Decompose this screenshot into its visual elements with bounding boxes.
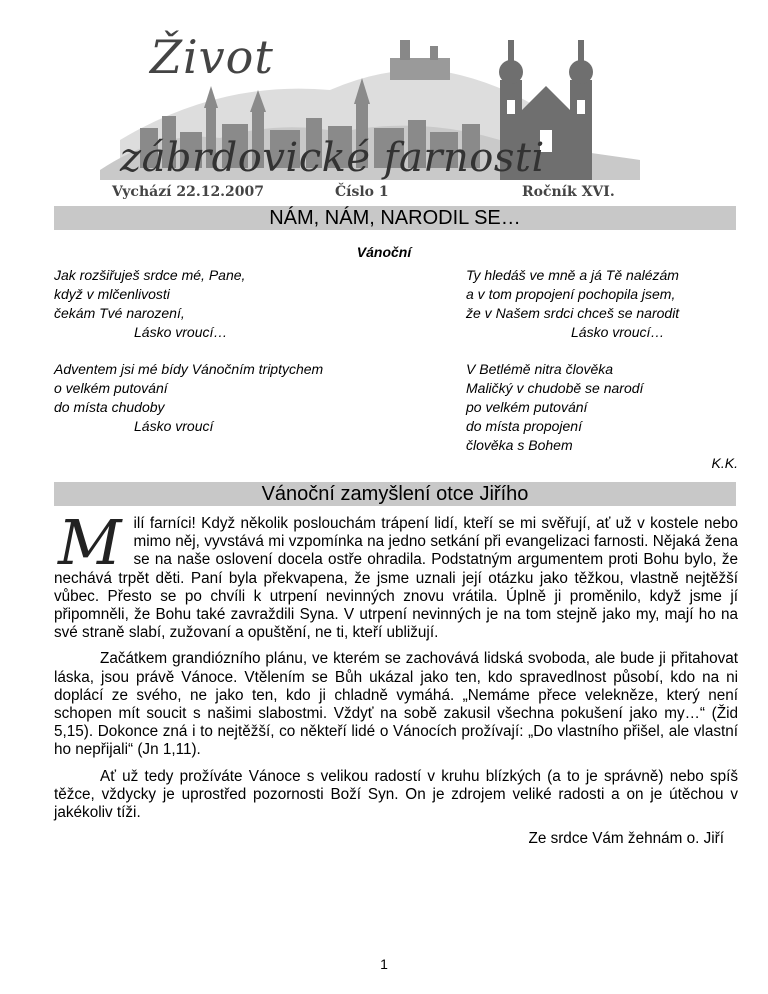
poem-stanza-right-2 xyxy=(466,360,643,455)
poem-stanza-right-1 xyxy=(466,266,679,342)
poem-line: V Betlémě nitra člověka xyxy=(466,361,614,377)
poem-line: o velkém putování xyxy=(54,380,168,396)
poem-stanza-left-1 xyxy=(54,266,245,342)
poem-line: Maličký v chudobě se narodí xyxy=(466,380,644,396)
poem-line: Jak rozšiřuješ srdce mé, Pane, xyxy=(54,267,246,283)
article-body xyxy=(54,506,738,856)
page-number: 1 xyxy=(380,956,388,972)
poem-signature: K.K. xyxy=(711,455,738,471)
poem-line: Ty hledáš ve mně a já Tě nalézám xyxy=(466,267,679,283)
poem-refrain: Lásko vroucí xyxy=(134,418,214,434)
poem-line: že v Našem srdci chceš se narodit xyxy=(466,305,680,321)
paragraph-text: ilí farníci! Když několik poslouchám trápení lidí, kteří se mi svěřují, ať už v kostele nebo mimo něj, vyvstává mi vzpomínka na jedno setkání při evangelizaci farnosti. Nějaká žena se na naše oslovení docela ostře ohradila. Podstatným argumentem proti Bohu bylo, že nechává trpět děti. Paní byla překvapena, že jsme uznali její otázku jako těžkou, vlastně nejtěžší vůbec. Přesto se po chvíli k utrpení nevinných znovu vrátila. Úplně ji proměnilo, když jsme jí připomněli, že Bohu také zavraždili Syna. V utrpení nevinných je na tom stejně jako my, mají ho na své straně slabí, zužovaní a opuštění, ne ti, kteří ubližují. xyxy=(54,515,738,642)
article-paragraph-1 xyxy=(54,506,738,642)
article-paragraph-3: Ať už tedy prožíváte Vánoce s velikou radostí v kruhu blízkých (a to je správně) nebo spíš těžce, vždycky je uprostřed pozornosti Boží Syn. On je zdrojem veliké radosti a on je útěchou v jakékoliv tíži. xyxy=(54,767,738,822)
article-heading: Vánoční zamyšlení otce Jiřího xyxy=(54,482,736,506)
article-closing-signature: Ze srdce Vám žehnám o. Jiří xyxy=(528,830,724,848)
poem-refrain: Lásko vroucí… xyxy=(571,324,665,340)
poem-line: čekám Tvé narození, xyxy=(54,305,185,321)
poem-line: Adventem jsi mé bídy Vánočním triptychem xyxy=(54,361,324,377)
poem-line: do místa chudoby xyxy=(54,399,165,415)
masthead-title-line2: zábrdovické farnosti xyxy=(120,135,545,181)
issue-number: Číslo 1 xyxy=(335,184,389,200)
poem-line: když v mlčenlivosti xyxy=(54,286,170,302)
poem-line: do místa propojení xyxy=(466,418,582,434)
poem-line: člověka s Bohem xyxy=(466,437,573,453)
poem-line: a v tom propojení pochopila jsem, xyxy=(466,286,676,302)
poem-refrain: Lásko vroucí… xyxy=(134,324,228,340)
poem-line: po velkém putování xyxy=(466,399,588,415)
article-paragraph-2: Začátkem grandiózního plánu, ve kterém se zachovává lidská svoboda, ale bude ji přitahovat láska, jsou právě Vánoce. Vtělením se Bůh ukázal jako ten, kdo spravedlnost působí, kdo na ni doplácí ze svého, ne jako ten, kdo ji chladně vymáhá. „Nemáme přece velekněze, který není schopen mít soucit s našimi slabostmi. Vždyť na sobě zakusil všechna pokušení jako my…“ (Žid 5,15). Dokonce zná i to nejtěžší, co někteří lidé o Vánocích prožívají: „Do vlastního přišel, ale vlastní ho nepřijali“ (Jn 1,11). xyxy=(54,650,738,759)
drop-cap: M xyxy=(58,506,122,579)
volume-number: Ročník XVI. xyxy=(522,184,615,200)
poem-stanza-left-2 xyxy=(54,360,323,436)
poem-section-heading: NÁM, NÁM, NARODIL SE… xyxy=(54,206,736,230)
poem-title: Vánoční xyxy=(356,244,412,260)
publish-date: Vychází 22.12.2007 xyxy=(112,184,265,200)
masthead-title-line1: Život xyxy=(150,30,274,84)
